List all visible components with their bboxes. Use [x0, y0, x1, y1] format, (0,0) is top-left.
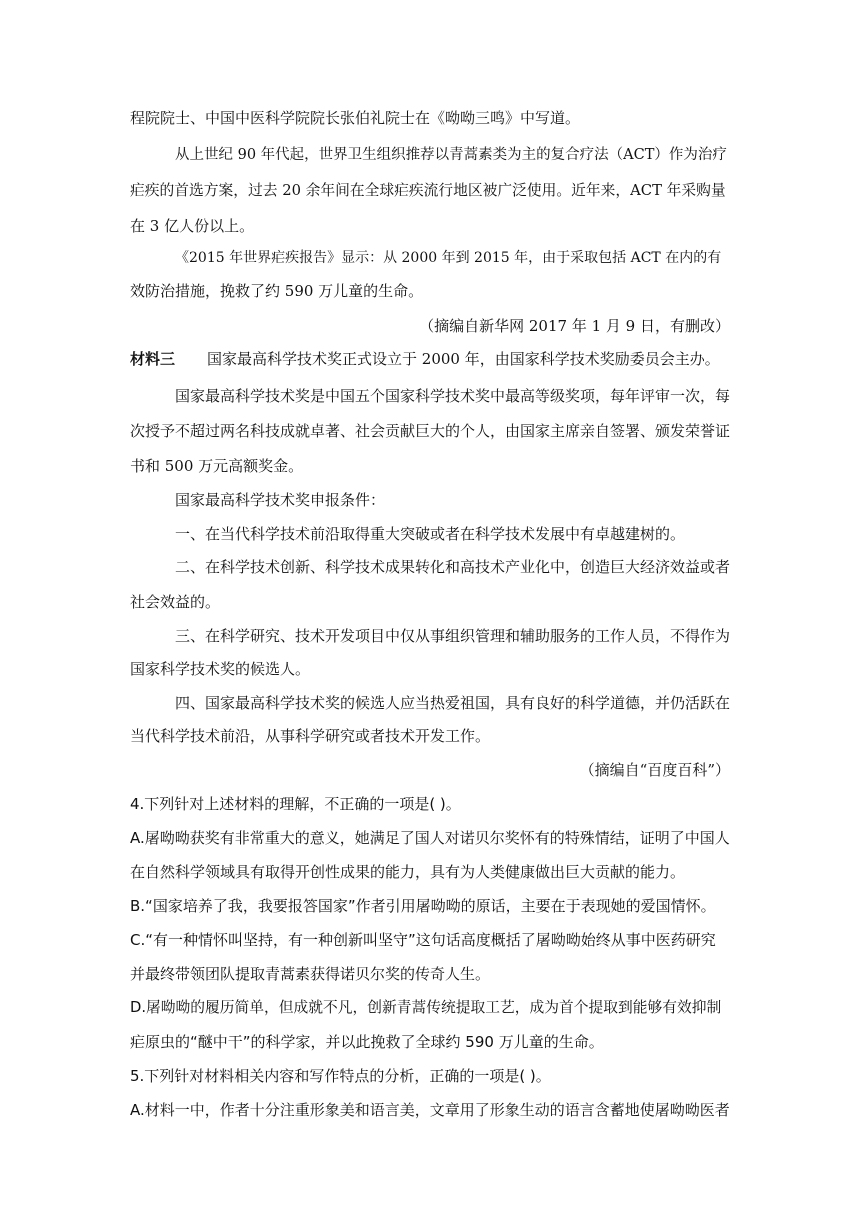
material2-paragraph-line: 效防治措施，挽救了约 590 万儿童的生命。 [130, 282, 424, 300]
condition-3-cont: 国家科学技术奖的候选人。 [130, 660, 311, 678]
condition-2-cont: 社会效益的。 [130, 593, 221, 611]
material3-intro: 国家最高科学技术奖正式设立于 2000 年，由国家科学技术奖励委员会主办。 [207, 350, 720, 368]
condition-3: 三、在科学研究、技术开发项目中仅从事组织管理和辅助服务的工作人员，不得作为 [175, 627, 731, 645]
question4-option-b: B.“国家培养了我，我要报答国家”作者引用屠呦呦的原话，主要在于表现她的爱国情怀。 [130, 897, 716, 915]
material2-line: 程院院士、中国中医科学院院长张伯礼院士在《呦呦三鸣》中写道。 [130, 109, 581, 127]
condition-4-cont: 当代科学技术前沿，从事科学研究或者技术开发工作。 [130, 727, 491, 745]
conditions-heading: 国家最高科学技术奖申报条件： [175, 491, 386, 509]
question5-stem: 5.下列针对材料相关内容和写作特点的分析，正确的一项是( )。 [130, 1067, 551, 1085]
material2-paragraph-line: 从上世纪 90 年代起，世界卫生组织推荐以青蒿素类为主的复合疗法（ACT）作为治疗 [175, 147, 727, 163]
material3-paragraph-line: 次授予不超过两名科技成就卓著、社会贡献巨大的个人，由国家主席亲自签署、颁发荣誉证 [130, 422, 731, 440]
material2-paragraph-line: 疟疾的首选方案，过去 20 余年间在全球疟疾流行地区被广泛使用。近年来，ACT 年采购量 [130, 182, 726, 199]
material3-paragraph-line: 国家最高科学技术奖是中国五个国家科学技术奖中最高等级奖项，每年评审一次，每 [175, 387, 731, 405]
question4-option-c: C.“有一种情怀叫坚持，有一种创新叫坚守”这句话高度概括了屠呦呦始终从事中医药研究 [130, 931, 716, 949]
material2-paragraph-line: 在 3 亿人份以上。 [130, 217, 255, 235]
material3-source: （摘编自“百度百科”） [579, 761, 730, 779]
material2-source: （摘编自新华网 2017 年 1 月 9 日，有删改） [419, 317, 730, 335]
material2-paragraph-line: 《2015 年世界疟疾报告》显示：从 2000 年到 2015 年，由于采取包括 ACT 在内的有 [175, 250, 722, 266]
material3-paragraph-line: 书和 500 万元高额奖金。 [130, 457, 304, 475]
condition-1: 一、在当代科学技术前沿取得重大突破或者在科学技术发展中有卓越建树的。 [175, 525, 686, 543]
question4-stem: 4.下列针对上述材料的理解，不正确的一项是( )。 [130, 795, 461, 813]
question4-option-a-cont: 在自然科学领域具有取得开创性成果的能力，具有为人类健康做出巨大贡献的能力。 [130, 863, 686, 881]
condition-4: 四、国家最高科学技术奖的候选人应当热爱祖国，具有良好的科学道德，并仍活跃在 [175, 694, 731, 712]
question4-option-d: D.屠呦呦的履历简单，但成就不凡，创新青蒿传统提取工艺，成为首个提取到能够有效抑制 [130, 999, 722, 1016]
question4-option-a: A.屠呦呦获奖有非常重大的意义，她满足了国人对诺贝尔奖怀有的特殊情结，证明了中国人 [130, 829, 730, 847]
material3-label: 材料三 [130, 350, 176, 368]
question4-option-c-cont: 并最终带领团队提取青蒿素获得诺贝尔奖的传奇人生。 [130, 965, 491, 983]
question5-option-a: A.材料一中，作者十分注重形象美和语言美，文章用了形象生动的语言含蓄地使屠呦呦医者 [130, 1101, 730, 1119]
condition-2: 二、在科学技术创新、科学技术成果转化和高技术产业化中，创造巨大经济效益或者 [175, 558, 731, 576]
question4-option-d-cont: 疟原虫的“醚中干”的科学家，并以此挽救了全球约 590 万儿童的生命。 [130, 1033, 604, 1051]
